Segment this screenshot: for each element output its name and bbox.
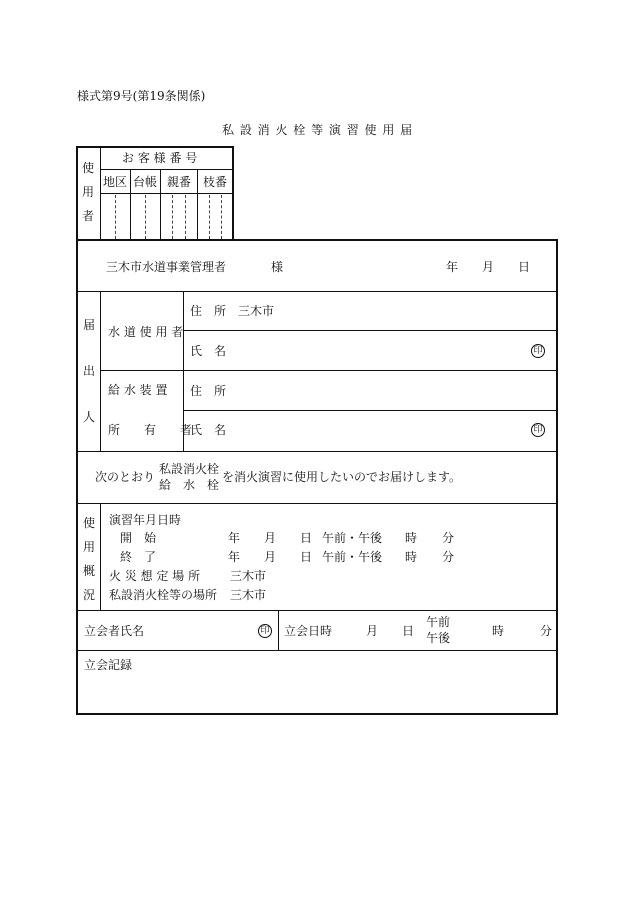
usage-label-2: 用: [82, 540, 95, 554]
honorific: 様: [271, 260, 284, 274]
end-ampm: 午前・午後: [322, 550, 383, 564]
user-label-1: 使: [81, 161, 94, 175]
start-day: 日: [300, 531, 313, 545]
customer-number-heading: お 客 様 番 号: [122, 151, 198, 165]
end-hour: 時: [405, 550, 418, 564]
statement-option-hydrant: 私設消火栓: [159, 462, 220, 476]
start-minute: 分: [442, 531, 455, 545]
fire-place-label: 火 災 想 定 場 所: [109, 569, 201, 583]
address-value: 三木市: [238, 304, 275, 318]
applicant-label-1: 届: [82, 318, 95, 332]
statement-option-faucet: 給 水 栓: [159, 478, 220, 492]
fire-place-value: 三木市: [230, 569, 267, 583]
hydrant-place-value: 三木市: [230, 588, 267, 602]
witness-am: 午前: [426, 615, 451, 629]
col-branch-number: 枝番: [203, 175, 228, 189]
user-label-2: 用: [81, 185, 94, 199]
statement-suffix: を消火演習に使用したいのでお届けします。: [222, 470, 462, 484]
end-label: 終 了: [120, 550, 157, 564]
end-day: 日: [300, 550, 313, 564]
end-year: 年: [228, 550, 241, 564]
witness-day: 日: [402, 624, 415, 638]
witness-month: 月: [366, 624, 379, 638]
addressee: 三木市水道事業管理者: [106, 260, 227, 274]
address-label-2: 住 所: [190, 384, 227, 398]
name-label-2: 氏 名: [190, 423, 227, 437]
end-minute: 分: [442, 550, 455, 564]
applicant-label-3: 人: [82, 410, 95, 424]
user-label-3: 者: [81, 209, 94, 223]
supply-owner-label-1: 給 水 装 置: [108, 383, 168, 397]
witness-hour: 時: [492, 624, 505, 638]
statement-prefix: 次のとおり: [95, 470, 156, 484]
form-number: 様式第9号(第19条関係): [77, 89, 206, 103]
end-month: 月: [264, 550, 277, 564]
seal-mark: 印: [531, 344, 545, 358]
col-ledger: 台帳: [133, 175, 158, 189]
usage-label-3: 概: [82, 564, 95, 578]
witness-date-label: 立会日時: [284, 624, 333, 638]
start-year: 年: [228, 531, 241, 545]
date-day: 日: [518, 260, 531, 274]
date-year: 年: [446, 260, 459, 274]
datetime-label: 演習年月日時: [109, 513, 182, 527]
seal-mark-2: 印: [531, 423, 545, 437]
applicant-label-2: 出: [82, 364, 95, 378]
witness-pm: 午後: [426, 631, 451, 645]
water-user-label: 水 道 使 用 者: [108, 325, 184, 339]
witness-name-label: 立会者氏名: [84, 624, 145, 638]
start-ampm: 午前・午後: [322, 531, 383, 545]
witness-seal: 印: [258, 624, 272, 638]
witness-minute: 分: [540, 624, 553, 638]
record-label: 立会記録: [84, 658, 133, 672]
supply-owner-label-2: 所 有 者: [108, 423, 193, 437]
form-title: 私 設 消 火 栓 等 演 習 使 用 届: [222, 123, 414, 137]
col-parent-number: 親番: [167, 175, 192, 189]
usage-label-1: 使: [82, 516, 95, 530]
date-month: 月: [482, 260, 495, 274]
start-hour: 時: [405, 531, 418, 545]
usage-label-4: 況: [82, 588, 95, 602]
hydrant-place-label: 私設消火栓等の場所: [109, 588, 218, 602]
col-district: 地区: [103, 175, 128, 189]
address-label: 住 所: [190, 304, 227, 318]
start-month: 月: [264, 531, 277, 545]
name-label: 氏 名: [190, 344, 227, 358]
start-label: 開 始: [120, 531, 157, 545]
